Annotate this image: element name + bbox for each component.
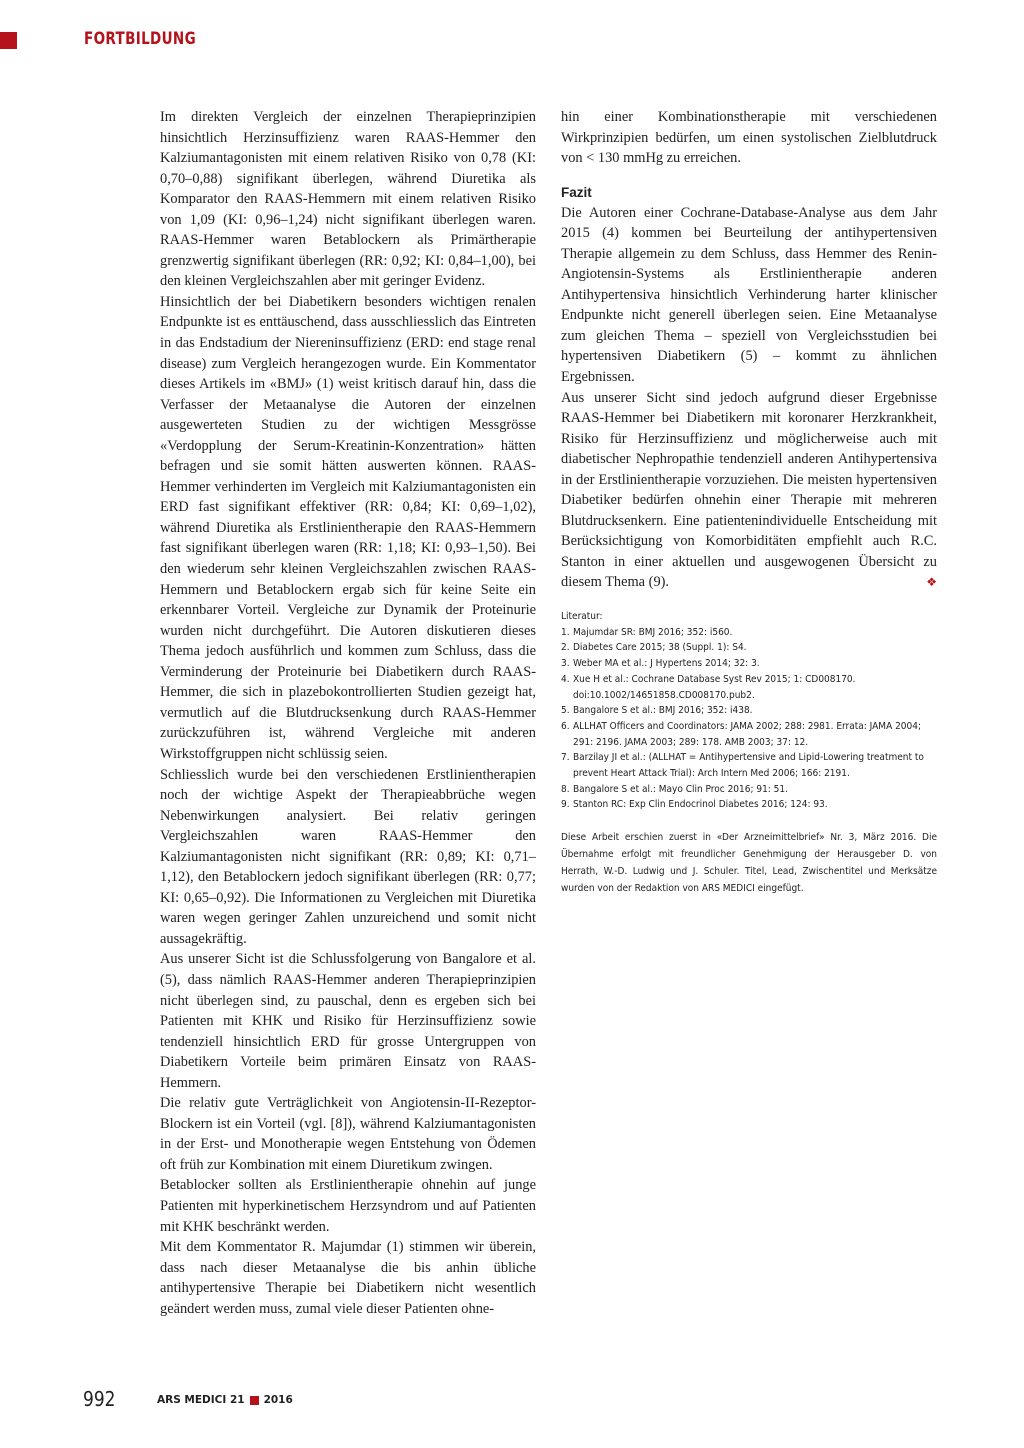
reference-text: Stanton RC: Exp Clin Endocrinol Diabetes 2016; 124: 93. [573,799,828,811]
journal-name: ARS MEDICI 21 [157,1394,245,1406]
reference-item [561,797,937,813]
body-paragraph: hin einer Kombinationstherapie mit verschiedenen Wirkprinzipien bedürfen, um einen systolischen Zielblutdruck von < 130 mmHg zu erreichen. [561,109,937,167]
body-paragraph [561,388,937,593]
literature-section [561,609,937,813]
reference-number: 3. [561,658,570,670]
body-paragraph: Mit dem Kommentator R. Majumdar (1) stimmen wir überein, dass nach dieser Metaanalyse die bis anhin übliche antihypertensive Therapie bei Diabetikern nicht wesentlich geändert werden muss, zumal viele dieser Patienten ohne- [160,1239,536,1317]
footer-square-icon [250,1396,259,1405]
end-mark-icon: ❖ [926,575,937,590]
reference-text: ALLHAT Officers and Coordinators: JAMA 2002; 288: 2981. Errata: JAMA 2004; 291: 2196. JAMA 2003; 289: 178. AMB 2003; 37: 12. [573,720,921,748]
reference-item [561,625,937,641]
reference-number: 7. [561,752,570,764]
body-paragraph: Hinsichtlich der bei Diabetikern besonders wichtigen renalen Endpunkte ist es enttäuschend, dass ausschliesslich das Eintreten in das Endstadium der Niereninsuffizienz (ERD: end stage renal disease) zum Vergleich herangezogen wurde. Ein Kommentator dieses Artikels im «BMJ» (1) weist kritisch darauf hin, dass die Verfasser der Metaanalyse die Autoren der einzelnen ausgewerteten Studien zu der wichtigen Messgrösse «Verdopplung der Serum-Kreatinin-Konzentration» hätten befragen und sie somit hätten auswerten können. RAAS-Hemmer verhinderten im Vergleich mit Kalziumantagonisten ein ERD fast signifikant effektiver (RR: 0,84; KI: 0,69–1,02), während Diuretika als Erstlinientherapie den RAAS-Hemmern fast signifikant überlegen waren (RR: 1,18; KI: 0,93–1,50). Bei den wiederum sehr kleinen Vergleichszahlen zwischen RAAS-Hemmern und Betablockern ergab sich für keine Seite ein erkennbarer Vorteil. Vergleiche zur Dynamik der Proteinurie wurden nicht durchgeführt. Die Autoren diskutieren dieses Thema jedoch ausführlich und kommen zum Schluss, dass die Verminderung der Proteinurie bei Diabetikern durch RAAS-Hemmer, die sich in plazebokontrollierten Studien gezeigt hat, vermutlich auf die Blutdrucksenkung durch RAAS-Hemmer zurückzuführen ist, während Vergleiche mit anderen Wirkstoffgruppen nicht schlüssig seien. [160,293,536,762]
header-accent-square [0,32,17,49]
reference-text: Bangalore S et al.: BMJ 2016; 352: i438. [573,705,753,717]
reference-number: 1. [561,626,570,638]
reference-item [561,672,937,703]
body-paragraph: Die Autoren einer Cochrane-Database-Analyse aus dem Jahr 2015 (4) kommen bei Beurteilung der antihypertensiven Therapie allgemein zu dem Schluss, dass Hemmer des Renin-Angiotensin-Systems als Erstlinientherapie anderen Antihypertensiva hinsichtlich Verhinderung harter klinischer Endpunkte nicht generell überlegen seien. Eine Metaanalyse zum gleichen Thema – speziell von Vergleichsstudien bei hypertensiven Diabetikern (5) – kommt zu ähnlichen Ergebnissen. [561,204,937,386]
reference-item [561,640,937,656]
reference-number: 2. [561,642,570,654]
reference-number: 8. [561,783,570,795]
body-paragraph: Im direkten Vergleich der einzelnen Therapieprinzipien hinsichtlich Herzinsuffizienz waren RAAS-Hemmer den Kalziumantagonisten mit einem relativen Risiko von 0,78 (KI: 0,70–0,88) signifikant überlegen, während Diuretika als Komparator den RAAS-Hemmern mit einem relativen Risiko von 1,09 (KI: 0,96–1,24) nicht signifikant überlegen waren. RAAS-Hemmer waren Betablockern als Primärtherapie grenzwertig signifikant überlegen (RR: 0,92; KI: 0,84–1,00), bei den kleinen Vergleichszahlen aber mit geringer Evidenz. [160,109,536,290]
reference-item [561,656,937,672]
reference-text: Xue H et al.: Cochrane Database Syst Rev 2015; 1: CD008170. doi:10.1002/14651858.CD008170.pub2. [573,673,856,701]
right-column [561,107,937,897]
journal-year: 2016 [263,1394,293,1406]
reference-number: 9. [561,799,570,811]
journal-footer [157,1394,293,1406]
page-number: 992 [83,1387,116,1411]
reference-text: Bangalore S et al.: Mayo Clin Proc 2016; 91: 51. [573,783,788,795]
body-paragraph: Die relativ gute Verträglichkeit von Angiotensin-II-Rezeptor-Blockern ist ein Vorteil (vgl. [8]), während Kalziumantagonisten in der Erst- und Monotherapie wegen Entstehung von Ödemen oft früh zur Kombination mit einem Diuretikum zwingen. [160,1095,536,1173]
reference-text: Weber MA et al.: J Hypertens 2014; 32: 3. [573,658,760,670]
reference-text: Majumdar SR: BMJ 2016; 352: i560. [573,626,733,638]
reference-item [561,719,937,750]
body-paragraph-text: Aus unserer Sicht sind jedoch aufgrund dieser Ergebnisse RAAS-Hemmer bei Diabetikern mit koronarer Herzkrankheit, Risiko für Herzinsuffizienz und möglicherweise auch mit diabetischer Nephropathie tendenziell anderen Antihypertensiva in der Erstlinientherapie vorzuziehen. Die meisten hypertensiven Diabetiker bedürfen ohnehin einer Therapie mit mehreren Blutdrucksenkern. Eine patientenindividuelle Entscheidung mit Berücksichtigung von Komorbiditäten empfiehlt auch R.C. Stanton in einer aktuellen und ausgewogenen Übersicht zu diesem Thema (9). [561,389,937,591]
body-paragraph: Schliesslich wurde bei den verschiedenen Erstlinientherapien noch der wichtige Aspekt der Therapieabbrüche wegen Nebenwirkungen analysiert. Bei relativ geringen Vergleichszahlen waren RAAS-Hemmer den Kalziumantagonisten nicht signifikant (RR: 0,89; KI: 0,71–1,12), den Betablockern jedoch signifikant überlegen (RR: 0,77; KI: 0,65–0,92). Die Informationen zu Vergleichen mit Diuretika waren wegen geringer Zahlen unzureichend und somit nicht aussagekräftig. [160,766,536,947]
reference-text: Barzilay JI et al.: (ALLHAT = Antihypertensive and Lipid-Lowering treatment to prevent Heart Attack Trial): Arch Intern Med 2006; 166: 2191. [573,752,924,780]
reference-item [561,782,937,798]
reference-number: 4. [561,673,570,685]
section-label: FORTBILDUNG [84,29,197,48]
reference-item [561,703,937,719]
left-column [160,107,536,1319]
reference-text: Diabetes Care 2015; 38 (Suppl. 1): S4. [573,642,747,654]
body-paragraph: Aus unserer Sicht ist die Schlussfolgerung von Bangalore et al. (5), dass nämlich RAAS-Hemmer anderen Therapieprinzipien nicht überlegen sind, zu pauschal, denn es ergeben sich bei Patienten mit KHK und Risiko für Herzinsuffizienz sowie tendenziell hinsichtlich ERD für grosse Untergruppen von Diabetikern Vorteile beim primären Einsatz von RAAS-Hemmern. [160,951,536,1091]
reference-list [561,625,937,813]
reference-item [561,750,937,781]
reference-number: 5. [561,705,570,717]
literature-title: Literatur: [561,611,603,623]
fazit-heading: Fazit [561,184,592,200]
source-note: Diese Arbeit erschien zuerst in «Der Arzneimittelbrief» Nr. 3, März 2016. Die Übernahme erfolgt mit freundlicher Genehmigung der Herausgeber D. von Herrath, W.-D. Ludwig und J. Schuler. Titel, Lead, Zwischentitel und Merksätze wurden von der Redaktion von ARS MEDICI eingefügt. [561,832,937,895]
reference-number: 6. [561,720,570,732]
body-paragraph: Betablocker sollten als Erstlinientherapie ohnehin auf junge Patienten mit hyperkinetischem Herzsyndrom und auf Patienten mit KHK beschränkt werden. [160,1177,536,1235]
